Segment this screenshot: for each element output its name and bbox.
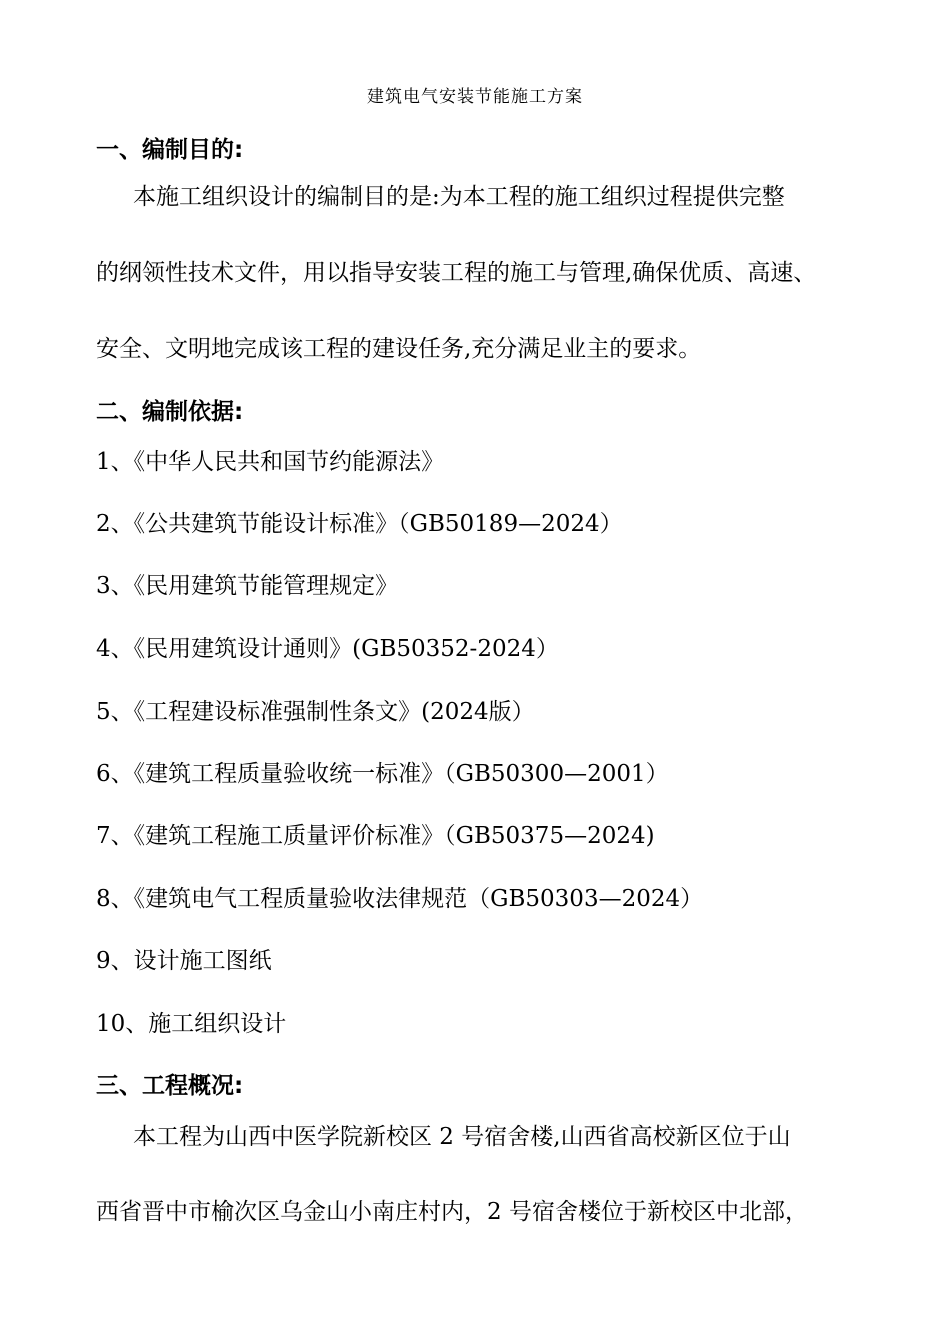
section-heading-basis: 二、编制依据:	[96, 399, 244, 425]
paragraph-line: 本施工组织设计的编制目的是:为本工程的施工组织过程提供完整	[133, 184, 785, 210]
section-heading-purpose: 一、编制目的:	[96, 137, 244, 163]
document-title: 建筑电气安装节能施工方案	[367, 87, 583, 107]
paragraph-line: 西省晋中市榆次区乌金山小南庄村内，2 号宿舍楼位于新校区中北部，	[96, 1199, 808, 1225]
list-item: 5、《工程建设标准强制性条文》(2024版）	[96, 699, 535, 725]
paragraph-line: 的纲领性技术文件，用以指导安装工程的施工与管理,确保优质、高速、	[96, 260, 817, 286]
list-item: 6、《建筑工程质量验收统一标准》（GB50300—2001）	[96, 761, 669, 787]
paragraph-line: 本工程为山西中医学院新校区 2 号宿舍楼,山西省高校新区位于山	[133, 1124, 791, 1150]
list-item: 9、设计施工图纸	[96, 948, 272, 974]
list-item: 3、《民用建筑节能管理规定》	[96, 573, 399, 599]
list-item: 4、《民用建筑设计通则》(GB50352-2024）	[96, 636, 559, 662]
list-item: 8、《建筑电气工程质量验收法律规范（GB50303—2024）	[96, 886, 704, 912]
paragraph-line: 安全、文明地完成该工程的建设任务,充分满足业主的要求。	[96, 336, 702, 362]
list-item: 1、《中华人民共和国节约能源法》	[96, 449, 445, 475]
list-item: 7、《建筑工程施工质量评价标准》（GB50375—2024)	[96, 823, 655, 849]
section-heading-overview: 三、工程概况:	[96, 1073, 244, 1099]
list-item: 10、施工组织设计	[96, 1011, 287, 1037]
list-item: 2、《公共建筑节能设计标准》（GB50189—2024）	[96, 511, 623, 537]
